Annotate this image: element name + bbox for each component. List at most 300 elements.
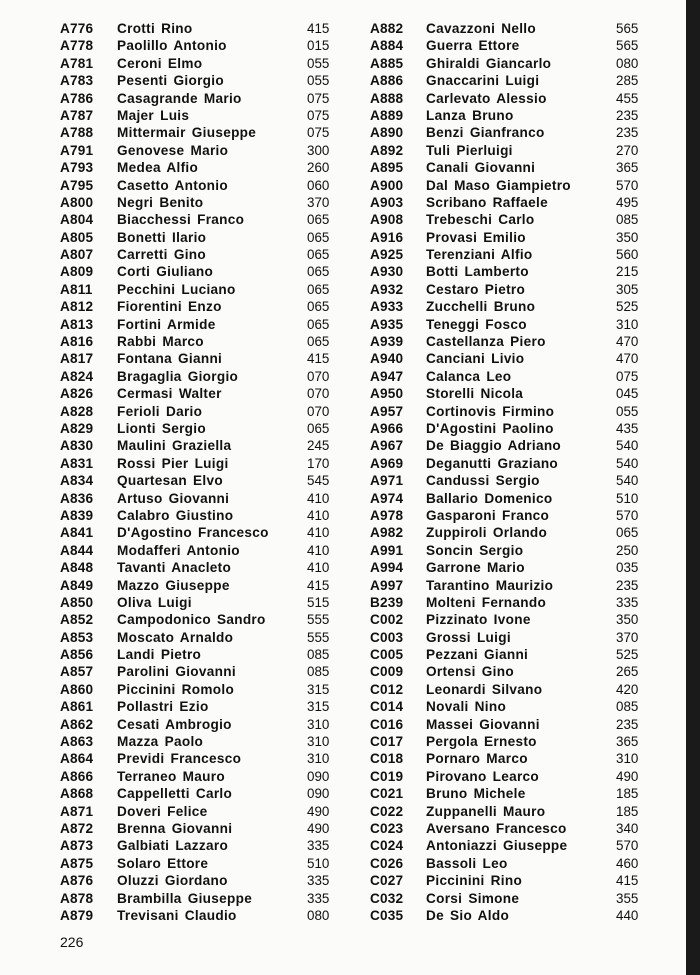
entry-name: Provasi Emilio [426, 229, 526, 245]
entry-name: Artuso Giovanni [117, 490, 230, 506]
entry-name: Benzi Gianfranco [426, 125, 545, 141]
entry-name: Cavazzoni Nello [426, 21, 536, 36]
entry-value: 370 [616, 629, 639, 645]
entry-code: A824 [60, 368, 94, 384]
entry-name: Bragaglia Giorgio [117, 368, 239, 384]
entry-value: 270 [616, 142, 639, 158]
entry-code: A884 [370, 38, 404, 54]
entry-name: Tavanti Anacleto [117, 560, 232, 576]
entry-value: 075 [307, 90, 330, 106]
entry-value: 410 [307, 525, 330, 541]
entry-name: Canali Giovanni [426, 160, 536, 176]
entry-code: A850 [60, 594, 94, 610]
entry-name: Doveri Felice [117, 803, 208, 819]
entry-code: A828 [60, 403, 94, 419]
entry-code: A793 [60, 160, 94, 176]
entry-value: 555 [307, 629, 330, 645]
entry-value: 055 [616, 403, 639, 419]
entry-name: Calanca Leo [426, 368, 512, 384]
entry-name: Trevisani Claudio [117, 907, 237, 923]
entry-name: Casetto Antonio [117, 177, 228, 193]
entry-name: Cappelletti Carlo [117, 786, 233, 802]
entry-code: C021 [370, 786, 404, 802]
entry-code: C024 [370, 838, 404, 854]
entry-code: C023 [370, 820, 404, 836]
entry-name: Biacchessi Franco [117, 212, 245, 228]
entry-name: Rossi Pier Luigi [117, 455, 229, 471]
entry-value: 565 [616, 38, 639, 54]
entry-name: Solaro Ettore [117, 855, 209, 871]
entry-code: A886 [370, 73, 404, 89]
entry-name: Ceroni Elmo [117, 55, 203, 71]
entry-name: Bonetti Ilario [117, 229, 207, 245]
entry-code: A930 [370, 264, 404, 280]
entry-code: A969 [370, 455, 404, 471]
entry-code: A935 [370, 316, 404, 332]
entry-name: Gasparoni Franco [426, 507, 550, 523]
entry-value: 055 [307, 73, 330, 89]
entry-value: 075 [616, 368, 639, 384]
entry-code: A852 [60, 612, 94, 628]
entry-code: A908 [370, 212, 404, 228]
entry-code: A997 [370, 577, 404, 593]
entry-value: 065 [307, 247, 330, 263]
entry-code: A813 [60, 316, 94, 332]
entry-code: A830 [60, 438, 94, 454]
entry-value: 065 [307, 299, 330, 315]
entry-code: A853 [60, 629, 94, 645]
entry-code: A971 [370, 473, 404, 489]
entry-name: Carlevato Alessio [426, 90, 547, 106]
entry-code: A856 [60, 647, 94, 663]
entry-value: 075 [307, 107, 330, 123]
entry-code: A966 [370, 420, 404, 436]
entry-code: C035 [370, 907, 404, 923]
entry-code: A836 [60, 490, 94, 506]
entry-code: A781 [60, 55, 94, 71]
entry-name: Zucchelli Bruno [426, 299, 536, 315]
entry-value: 045 [616, 386, 639, 402]
entry-name: Mittermair Giuseppe [117, 125, 257, 141]
entry-name: Bassoli Leo [426, 855, 508, 871]
entry-name: Botti Lamberto [426, 264, 529, 280]
entry-name: Moscato Arnaldo [117, 629, 234, 645]
entry-name: Guerra Ettore [426, 38, 520, 54]
entry-code: A791 [60, 142, 94, 158]
entry-value: 470 [616, 334, 639, 350]
entry-value: 525 [616, 299, 639, 315]
entry-code: C016 [370, 716, 404, 732]
entry-value: 355 [616, 890, 639, 906]
entry-name: Parolini Giovanni [117, 664, 236, 680]
entry-code: A875 [60, 855, 94, 871]
entry-name: Bruno Michele [426, 786, 526, 802]
entry-name: Fortini Armide [117, 316, 216, 332]
entry-value: 365 [616, 160, 639, 176]
entry-value: 060 [307, 177, 330, 193]
entry-code: A892 [370, 142, 404, 158]
entry-value: 415 [307, 577, 330, 593]
entry-code: A994 [370, 560, 404, 576]
entry-value: 560 [616, 247, 639, 263]
entry-code: A932 [370, 281, 404, 297]
entry-value: 185 [616, 786, 639, 802]
entry-name: Pornaro Marco [426, 751, 528, 767]
entry-code: A900 [370, 177, 404, 193]
entry-value: 085 [616, 212, 639, 228]
page-number: 226 [60, 934, 84, 950]
entry-code: A795 [60, 177, 94, 193]
entry-value: 495 [616, 194, 639, 210]
entry-name: Garrone Mario [426, 560, 525, 576]
entry-code: A804 [60, 212, 94, 228]
entry-value: 415 [307, 351, 330, 367]
entry-code: A861 [60, 699, 94, 715]
entry-code: A890 [370, 125, 404, 141]
entry-name: Paolillo Antonio [117, 38, 227, 54]
entry-name: Antoniazzi Giuseppe [426, 838, 568, 854]
entry-value: 285 [616, 73, 639, 89]
entry-code: A889 [370, 107, 404, 123]
entry-value: 415 [616, 873, 639, 889]
entry-value: 065 [307, 316, 330, 332]
entry-name: Cortinovis Firmino [426, 403, 555, 419]
entry-name: Pezzani Gianni [426, 647, 529, 663]
entry-code: A786 [60, 90, 94, 106]
entry-value: 075 [307, 125, 330, 141]
entry-name: Castellanza Piero [426, 334, 546, 350]
entry-value: 035 [616, 560, 639, 576]
entry-code: A974 [370, 490, 404, 506]
entry-code: A873 [60, 838, 94, 854]
entry-value: 235 [616, 107, 639, 123]
entry-value: 310 [307, 751, 330, 767]
entry-name: Ballario Domenico [426, 490, 553, 506]
entry-code: B239 [370, 594, 404, 610]
entry-name: D'Agostino Francesco [117, 525, 269, 541]
entry-code: A991 [370, 542, 404, 558]
entry-name: Casagrande Mario [117, 90, 242, 106]
entry-value: 015 [307, 38, 330, 54]
entry-value: 315 [307, 699, 330, 715]
entry-value: 065 [307, 229, 330, 245]
entry-code: A903 [370, 194, 404, 210]
entry-code: A839 [60, 507, 94, 523]
entry-code: C032 [370, 890, 404, 906]
entry-name: Rabbi Marco [117, 334, 204, 350]
entry-name: Landi Pietro [117, 647, 202, 663]
entry-code: A872 [60, 820, 94, 836]
entry-value: 350 [616, 229, 639, 245]
entry-name: Massei Giovanni [426, 716, 540, 732]
entry-code: A860 [60, 681, 94, 697]
entry-code: A857 [60, 664, 94, 680]
entry-name: Pergola Ernesto [426, 734, 537, 750]
entry-value: 490 [616, 768, 639, 784]
entry-code: A800 [60, 194, 94, 210]
entry-name: Aversano Francesco [426, 820, 567, 836]
entry-name: Brenna Giovanni [117, 820, 233, 836]
entry-value: 490 [307, 820, 330, 836]
entry-value: 085 [307, 664, 330, 680]
entry-value: 435 [616, 420, 639, 436]
entry-name: Deganutti Graziano [426, 455, 559, 471]
page-spine-shadow [686, 0, 700, 975]
entry-value: 335 [616, 594, 639, 610]
entry-name: Ferioli Dario [117, 403, 203, 419]
entry-value: 555 [307, 612, 330, 628]
entry-name: D'Agostini Paolino [426, 420, 554, 436]
entry-name: De Sio Aldo [426, 907, 510, 923]
entry-value: 065 [307, 212, 330, 228]
entry-code: A871 [60, 803, 94, 819]
entry-code: C017 [370, 734, 404, 750]
entry-value: 065 [307, 334, 330, 350]
entry-value: 545 [307, 473, 330, 489]
entry-value: 265 [616, 664, 639, 680]
entry-name: Storelli Nicola [426, 386, 524, 402]
entry-name: Campodonico Sandro [117, 612, 266, 628]
entry-value: 570 [616, 507, 639, 523]
entry-name: Terraneo Mauro [117, 768, 225, 784]
entry-value: 540 [616, 473, 639, 489]
entry-name: De Biaggio Adriano [426, 438, 562, 454]
entry-value: 470 [616, 351, 639, 367]
entry-value: 070 [307, 403, 330, 419]
entry-name: Molteni Fernando [426, 594, 547, 610]
entry-name: Piccinini Romolo [117, 681, 235, 697]
entry-code: A817 [60, 351, 94, 367]
entry-value: 235 [616, 577, 639, 593]
entry-value: 170 [307, 455, 330, 471]
entry-name: Calabro Giustino [117, 507, 234, 523]
entry-name: Pizzinato Ivone [426, 612, 531, 628]
entry-name: Fontana Gianni [117, 351, 223, 367]
entry-value: 090 [307, 768, 330, 784]
entry-value: 310 [616, 751, 639, 767]
entry-value: 415 [307, 21, 330, 36]
entry-name: Tarantino Maurizio [426, 577, 554, 593]
entry-value: 350 [616, 612, 639, 628]
entry-name: Genovese Mario [117, 142, 229, 158]
entry-name: Corsi Simone [426, 890, 520, 906]
entry-value: 565 [616, 21, 639, 36]
entry-code: C009 [370, 664, 404, 680]
entry-code: C002 [370, 612, 404, 628]
entry-value: 300 [307, 142, 330, 158]
entry-value: 510 [307, 855, 330, 871]
entry-code: A816 [60, 334, 94, 350]
entry-code: A841 [60, 525, 94, 541]
entry-name: Canciani Livio [426, 351, 525, 367]
entry-value: 510 [616, 490, 639, 506]
entry-code: A849 [60, 577, 94, 593]
entry-value: 365 [616, 734, 639, 750]
entry-code: A778 [60, 38, 94, 54]
entry-value: 315 [307, 681, 330, 697]
entry-value: 235 [616, 716, 639, 732]
entry-name: Dal Maso Giampietro [426, 177, 571, 193]
entry-name: Modafferi Antonio [117, 542, 240, 558]
entry-name: Brambilla Giuseppe [117, 890, 253, 906]
entry-value: 410 [307, 542, 330, 558]
entry-code: A848 [60, 560, 94, 576]
entry-value: 455 [616, 90, 639, 106]
entry-value: 335 [307, 873, 330, 889]
entry-name: Oliva Luigi [117, 594, 192, 610]
entry-value: 570 [616, 838, 639, 854]
entry-code: A844 [60, 542, 94, 558]
entry-code: A805 [60, 229, 94, 245]
entry-value: 540 [616, 455, 639, 471]
entry-value: 540 [616, 438, 639, 454]
entry-name: Piccinini Rino [426, 873, 523, 889]
entry-code: A885 [370, 55, 404, 71]
entry-name: Cestaro Pietro [426, 281, 526, 297]
entry-code: A933 [370, 299, 404, 315]
entry-name: Ghiraldi Giancarlo [426, 55, 552, 71]
entry-value: 460 [616, 855, 639, 871]
entry-name: Mazzo Giuseppe [117, 577, 230, 593]
entry-code: A876 [60, 873, 94, 889]
entry-value: 305 [616, 281, 639, 297]
entry-code: A868 [60, 786, 94, 802]
entry-value: 490 [307, 803, 330, 819]
entry-name: Scribano Raffaele [426, 194, 548, 210]
entry-value: 250 [616, 542, 639, 558]
entry-name: Fiorentini Enzo [117, 299, 222, 315]
entry-value: 185 [616, 803, 639, 819]
entry-code: A811 [60, 281, 93, 297]
entry-name: Maulini Graziella [117, 438, 232, 454]
entry-code: C027 [370, 873, 404, 889]
entry-name: Novali Nino [426, 699, 507, 715]
entry-code: C018 [370, 751, 404, 767]
entry-code: A812 [60, 299, 94, 315]
entry-code: A809 [60, 264, 94, 280]
entry-name: Teneggi Fosco [426, 316, 527, 332]
entry-name: Tuli Pierluigi [426, 142, 513, 158]
entry-code: C014 [370, 699, 404, 715]
entry-code: A863 [60, 734, 94, 750]
entry-value: 515 [307, 594, 330, 610]
entry-code: A862 [60, 716, 94, 732]
entry-code: C003 [370, 629, 404, 645]
entry-name: Soncin Sergio [426, 542, 524, 558]
entry-value: 570 [616, 177, 639, 193]
entry-name: Galbiati Lazzaro [117, 838, 229, 854]
entry-name: Oluzzi Giordano [117, 873, 228, 889]
entry-code: C005 [370, 647, 404, 663]
entry-name: Cesati Ambrogio [117, 716, 232, 732]
entry-code: A807 [60, 247, 94, 263]
entry-code: A866 [60, 768, 94, 784]
entry-code: A925 [370, 247, 404, 263]
entry-value: 085 [616, 699, 639, 715]
entry-value: 215 [616, 264, 639, 280]
entry-value: 065 [307, 281, 330, 297]
entry-value: 525 [616, 647, 639, 663]
entry-value: 070 [307, 386, 330, 402]
entry-name: Negri Benito [117, 194, 204, 210]
entry-name: Grossi Luigi [426, 629, 511, 645]
entry-code: A950 [370, 386, 404, 402]
entry-value: 055 [307, 55, 330, 71]
entry-name: Terenziani Alfio [426, 247, 533, 263]
entry-name: Leonardi Silvano [426, 681, 543, 697]
entry-code: A829 [60, 420, 94, 436]
entry-name: Pollastri Ezio [117, 699, 209, 715]
entry-code: A879 [60, 907, 94, 923]
entry-name: Previdi Francesco [117, 751, 242, 767]
entry-value: 090 [307, 786, 330, 802]
entry-value: 245 [307, 438, 330, 454]
entry-code: A895 [370, 160, 404, 176]
entry-code: A940 [370, 351, 404, 367]
entry-value: 440 [616, 907, 639, 923]
entry-value: 340 [616, 820, 639, 836]
entry-name: Pecchini Luciano [117, 281, 236, 297]
entry-value: 310 [307, 734, 330, 750]
entry-code: C026 [370, 855, 404, 871]
entry-code: A967 [370, 438, 404, 454]
entry-value: 235 [616, 125, 639, 141]
entry-value: 335 [307, 890, 330, 906]
entry-code: A939 [370, 334, 404, 350]
entry-name: Pirovano Learco [426, 768, 540, 784]
entry-code: A831 [60, 455, 94, 471]
entry-code: A916 [370, 229, 404, 245]
entry-code: C019 [370, 768, 404, 784]
entry-name: Lanza Bruno [426, 107, 514, 123]
entry-value: 065 [616, 525, 639, 541]
entry-value: 410 [307, 490, 330, 506]
entry-value: 080 [307, 907, 330, 923]
entry-value: 410 [307, 560, 330, 576]
entry-value: 310 [616, 316, 639, 332]
entry-name: Crotti Rino [117, 21, 193, 36]
entry-code: A978 [370, 507, 404, 523]
entry-name: Candussi Sergio [426, 473, 540, 489]
entry-name: Lionti Sergio [117, 420, 206, 436]
entry-name: Corti Giuliano [117, 264, 214, 280]
entry-value: 420 [616, 681, 639, 697]
entry-value: 070 [307, 368, 330, 384]
entry-name: Cermasi Walter [117, 386, 222, 402]
entry-code: A957 [370, 403, 404, 419]
entry-code: C022 [370, 803, 404, 819]
entry-name: Carretti Gino [117, 247, 206, 263]
entry-code: A864 [60, 751, 94, 767]
entry-value: 065 [307, 420, 330, 436]
entry-name: Gnaccarini Luigi [426, 73, 540, 89]
entry-code: A826 [60, 386, 94, 402]
entry-code: A947 [370, 368, 404, 384]
entry-value: 310 [307, 716, 330, 732]
entry-code: A982 [370, 525, 404, 541]
entry-code: A878 [60, 890, 94, 906]
entry-code: A783 [60, 73, 94, 89]
entry-name: Zuppanelli Mauro [426, 803, 546, 819]
entry-name: Zuppiroli Orlando [426, 525, 548, 541]
entry-name: Medea Alfio [117, 160, 199, 176]
entry-value: 260 [307, 160, 330, 176]
entry-code: C012 [370, 681, 404, 697]
entry-code: A834 [60, 473, 94, 489]
entry-code: A776 [60, 21, 94, 36]
entry-value: 410 [307, 507, 330, 523]
entry-name: Pesenti Giorgio [117, 73, 224, 89]
